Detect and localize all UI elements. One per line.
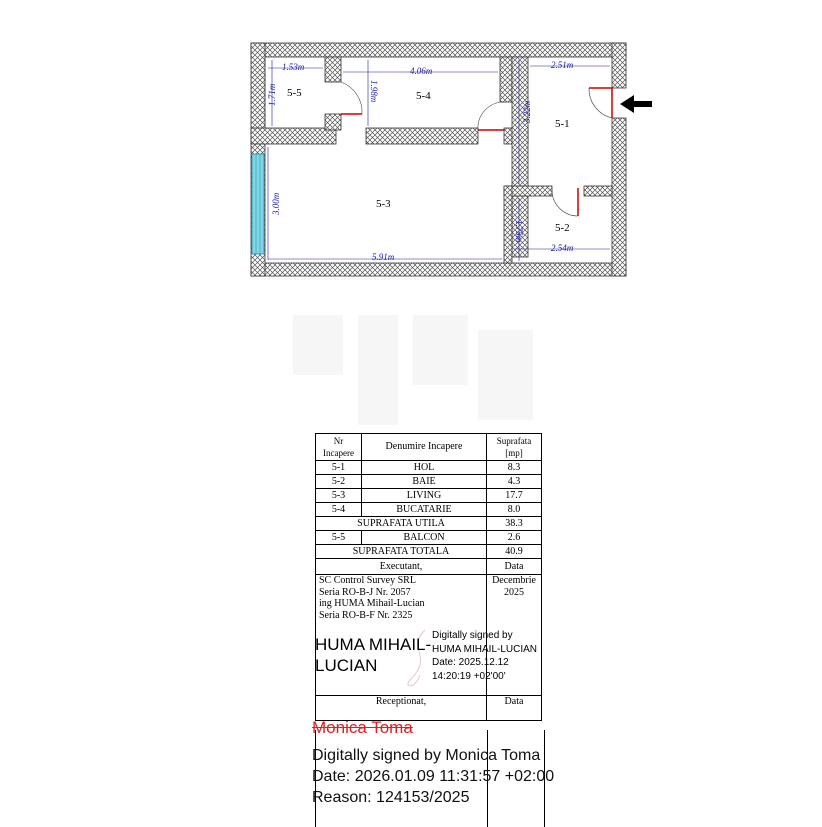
- signature-monica-line1: Digitally signed by Monica Toma: [312, 747, 541, 764]
- signature-monica-line3: Reason: 124153/2025: [312, 789, 470, 806]
- signature-monica-name: Monica Toma: [312, 718, 413, 737]
- balcony-window: [252, 154, 264, 254]
- dim-1-98: 1.98m: [369, 80, 379, 103]
- row-nr: 5-3: [316, 489, 362, 503]
- dim-3-00: 3.00m: [271, 192, 281, 215]
- dim-1-75: 1.75m: [514, 220, 524, 243]
- floor-plan: [0, 0, 822, 300]
- signature-huma-line2: HUMA MIHAIL-LUCIAN: [432, 643, 538, 655]
- totala-label: SUPRAFATA TOTALA: [316, 545, 487, 559]
- executant-header-row: [316, 559, 542, 575]
- header-denumire: Denumire Incapere: [362, 434, 487, 461]
- signature-monica-details: [312, 745, 554, 808]
- receptionat-label: Receptionat,: [316, 696, 487, 721]
- row-nr: 5-1: [316, 461, 362, 475]
- signature-huma-details: [432, 629, 547, 683]
- dim-2-51: 2.51m: [551, 60, 574, 70]
- totala-area: 40.9: [487, 545, 542, 559]
- room-label-5-4: 5-4: [416, 90, 431, 102]
- table-row: [316, 489, 542, 503]
- signature-huma-name: [315, 634, 435, 676]
- table-row-utila: [316, 517, 542, 531]
- table-row: [316, 475, 542, 489]
- header-suprafata: Suprafata [mp]: [487, 434, 542, 461]
- executant-engineer-series: Seria RO-B-F Nr. 2325: [319, 609, 413, 621]
- balcon-nr: 5-5: [316, 531, 362, 545]
- doors: [341, 82, 612, 216]
- dim-4-06: 4.06m: [410, 66, 433, 76]
- dim-1-71: 1.71m: [267, 83, 277, 106]
- executant-date-month: Decembrie: [492, 575, 536, 586]
- room-label-5-3: 5-3: [376, 198, 391, 210]
- room-label-5-1: 5-1: [555, 118, 570, 130]
- signature-huma-name-line1: HUMA MIHAIL-: [315, 635, 432, 654]
- executant-series: Seria RO-B-J Nr. 2057: [319, 586, 411, 598]
- executant-label: Executant,: [316, 559, 487, 575]
- dim-3-22: 3.22m: [522, 100, 532, 123]
- row-name: BAIE: [362, 475, 487, 489]
- dim-2-54: 2.54m: [551, 243, 574, 253]
- executant-company: SC Control Survey SRL: [319, 575, 416, 586]
- row-name: LIVING: [362, 489, 487, 503]
- row-area: 17.7: [487, 489, 542, 503]
- receptionat-header-row: [316, 696, 542, 721]
- utila-area: 38.3: [487, 517, 542, 531]
- balcon-area: 2.6: [487, 531, 542, 545]
- arrow-left-icon: [620, 95, 652, 113]
- balcon-name: BALCON: [362, 531, 487, 545]
- room-label-5-5: 5-5: [287, 87, 302, 99]
- executant-engineer: ing HUMA Mihail-Lucian: [319, 598, 425, 609]
- signature-monica-line2: Date: 2026.01.09 11:31:57 +02:00: [312, 768, 555, 785]
- watermark-stamp: [288, 310, 538, 440]
- row-name: BUCATARIE: [362, 503, 487, 517]
- table-header-row: [316, 434, 542, 461]
- signature-huma-line3: Date: 2025.12.12: [432, 657, 509, 668]
- table-row: [316, 461, 542, 475]
- header-nr: Nr Incapere: [316, 434, 362, 461]
- executant-date-year: 2025: [504, 586, 524, 598]
- table-row: [316, 503, 542, 517]
- room-label-5-2: 5-2: [555, 222, 570, 234]
- row-name: HOL: [362, 461, 487, 475]
- dim-1-53: 1.53m: [282, 62, 305, 72]
- walls: [251, 43, 626, 276]
- row-area: 8.0: [487, 503, 542, 517]
- row-area: 8.3: [487, 461, 542, 475]
- signature-huma-line1: Digitally signed by: [432, 630, 513, 641]
- receptionat-data-label: Data: [487, 696, 542, 721]
- table-row: [316, 531, 542, 545]
- dim-5-91: 5.91m: [372, 252, 395, 262]
- signature-huma-name-line2: LUCIAN: [315, 656, 378, 675]
- utila-label: SUPRAFATA UTILA: [316, 517, 487, 531]
- row-area: 4.3: [487, 475, 542, 489]
- row-nr: 5-2: [316, 475, 362, 489]
- row-nr: 5-4: [316, 503, 362, 517]
- executant-data-label: Data: [487, 559, 542, 575]
- signature-huma-line4: 14:20:19 +02'00': [432, 670, 506, 682]
- table-row-totala: [316, 545, 542, 559]
